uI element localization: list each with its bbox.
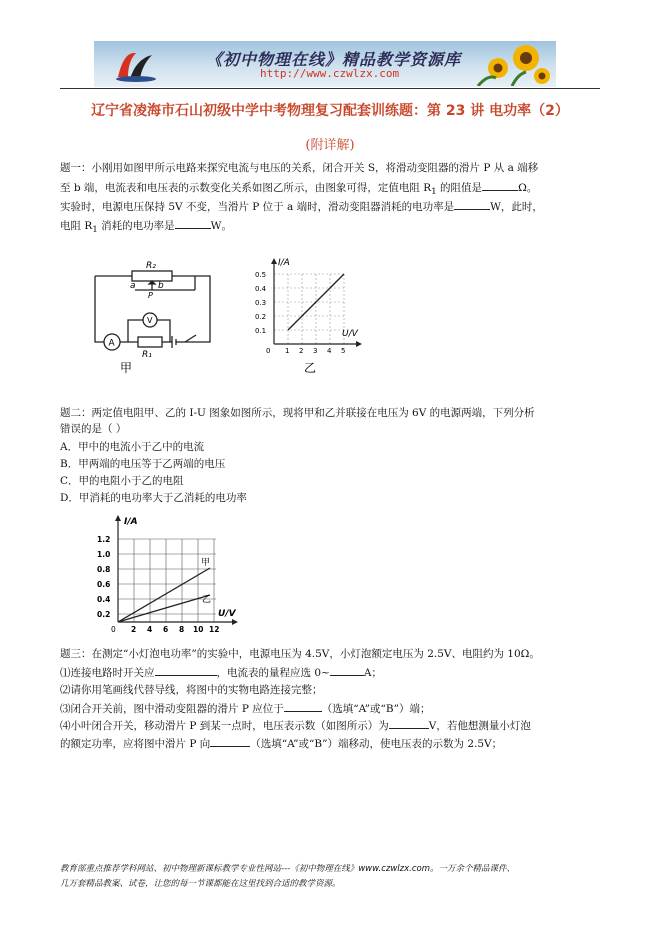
q2-ytick: 1.0	[97, 550, 111, 559]
q1-iu-graph	[252, 254, 370, 378]
q3-blank-slider-end[interactable]	[284, 699, 322, 712]
q3-blank-switch[interactable]	[155, 663, 217, 676]
q1-blank-r1-power[interactable]	[175, 216, 211, 229]
q1-xtick: 3	[313, 347, 318, 355]
q1-xtick: 2	[299, 347, 304, 355]
sunflower-image	[468, 44, 550, 86]
q2-option-b[interactable]: B．甲两端的电压等于乙两端的电压	[60, 458, 226, 470]
series-yi-label: 乙	[202, 595, 212, 605]
r2-label: R₂	[146, 261, 156, 271]
terminal-b-label: b	[158, 281, 164, 291]
banner	[94, 41, 556, 87]
q2-iu-graph	[94, 512, 244, 636]
slider-p-label: P	[148, 291, 153, 300]
q2-graph-origin: 0	[111, 625, 116, 634]
q2-ytick: 0.2	[97, 610, 111, 619]
q2-option-d[interactable]: D．甲消耗的电功率大于乙消耗的电功率	[60, 492, 247, 504]
banner-url[interactable]: http://www.czwlzx.com	[260, 67, 400, 80]
q2-line2: 错误的是（ ）	[60, 423, 127, 435]
series-jia-label: 甲	[201, 558, 211, 568]
q2-xtick: 6	[163, 625, 169, 634]
logo-icon	[114, 47, 158, 83]
q3-blank-direction[interactable]	[210, 734, 250, 747]
q3-line4: ⑶闭合开关前，图中滑动变阻器的滑片 P 应位于 （选填“A”或“B”）端；	[60, 699, 620, 719]
footer-line1: 教育部重点推荐学科网站、初中物理新课标教学专业性网站---《初中物理在线》www.czwlzx.com。一万余个精品课件、	[60, 864, 516, 874]
q1-line1: 题一：小刚用如图甲所示电路来探究电流与电压的关系，闭合开关 S，将滑动变阻器的滑片 P 从 a 端移	[60, 162, 539, 174]
q2-xtick: 4	[147, 625, 153, 634]
voltmeter-label: V	[147, 316, 153, 325]
q2-option-a[interactable]: A．甲中的电流小于乙中的电流	[60, 441, 205, 453]
q1-line3: 实验时，电源电压保持 5V 不变，当滑片 P 位于 a 端时，滑动变阻器消耗的电功率是 W，此时，	[60, 197, 620, 217]
q2-xtick: 10	[193, 625, 204, 634]
q1-graph-origin: 0	[266, 347, 271, 355]
q2-graph-ylabel: I/A	[124, 517, 138, 527]
q1-xtick: 1	[285, 347, 290, 355]
q1-blank-rheostat-power[interactable]	[454, 197, 490, 210]
q3-line6: 的额定功率，应将图中滑片 P 向 （选填“A”或“B”）端移动，使电压表的示数为 2.5V；	[60, 734, 620, 754]
q2-xtick: 8	[179, 625, 185, 634]
q3-blank-voltage[interactable]	[389, 716, 429, 729]
q2-ytick: 1.2	[97, 535, 111, 544]
q3-line5: ⑷小叶闭合开关，移动滑片 P 到某一点时，电压表示数（如图所示）为 V，若他想测量小灯泡	[60, 716, 620, 736]
q2-line1: 题二：两定值电阻甲、乙的 I-U 图象如图所示，现将甲和乙并联接在电压为 6V 的电源两端，下列分析	[60, 407, 535, 419]
q1-ytick: 0.3	[255, 299, 267, 307]
q3-line1: 题三：在测定“小灯泡电功率”的实验中，电源电压为 4.5V，小灯泡额定电压为 2.5V、电阻约为 10Ω。	[60, 648, 540, 660]
q1-circuit-diagram	[90, 254, 220, 378]
q3-blank-range[interactable]	[330, 663, 364, 676]
q3-line2: ⑴连接电路时开关应 ，电流表的量程应选 0~ A；	[60, 663, 620, 683]
q2-xtick: 12	[209, 625, 220, 634]
q1-ytick: 0.4	[255, 285, 267, 293]
ammeter-label: A	[108, 338, 115, 349]
q1-ytick: 0.5	[255, 271, 267, 279]
q1-ytick: 0.1	[255, 327, 267, 335]
r1-label: R₁	[142, 350, 152, 360]
q1-line4: 电阻 $R_1$ 消耗的电功率是 W。	[60, 216, 620, 240]
q2-ytick: 0.8	[97, 565, 111, 574]
q3-line3: ⑵请你用笔画线代替导线，将图中的实物电路连接完整；	[60, 684, 323, 696]
q1-graph-xlabel: U/V	[342, 329, 358, 339]
circuit-caption: 甲	[120, 361, 133, 375]
header-rule	[60, 88, 600, 89]
q1-blank-resistance[interactable]	[482, 178, 518, 191]
q2-graph-xlabel: U/V	[218, 609, 236, 619]
q1-xtick: 4	[327, 347, 332, 355]
q2-option-c[interactable]: C．甲的电阻小于乙的电阻	[60, 475, 184, 487]
q1-xtick: 5	[341, 347, 346, 355]
banner-title: 《初中物理在线》精品教学资源库	[206, 50, 462, 69]
q2-xtick: 2	[131, 625, 137, 634]
q1-line2: 至 b 端，电流表和电压表的示数变化关系如图乙所示，由图象可得，定值电阻 $R_1$ 的阻值是 Ω。	[60, 178, 620, 202]
footer-line2: 几万套精品教案、试卷，让您的每一节课都能在这里找到合适的教学资源。	[60, 879, 341, 889]
page-title: 辽宁省凌海市石山初级中学中考物理复习配套训练题：第 23 讲 电功率（2）	[91, 103, 569, 119]
q1-ytick: 0.2	[255, 313, 267, 321]
terminal-a-label: a	[130, 281, 136, 291]
q1-graph-ylabel: I/A	[278, 258, 290, 268]
footer	[60, 862, 620, 892]
page-subtitle: (附详解)	[305, 138, 355, 153]
q2-ytick: 0.4	[97, 595, 111, 604]
graph-caption: 乙	[304, 361, 317, 375]
q2-ytick: 0.6	[97, 580, 111, 589]
